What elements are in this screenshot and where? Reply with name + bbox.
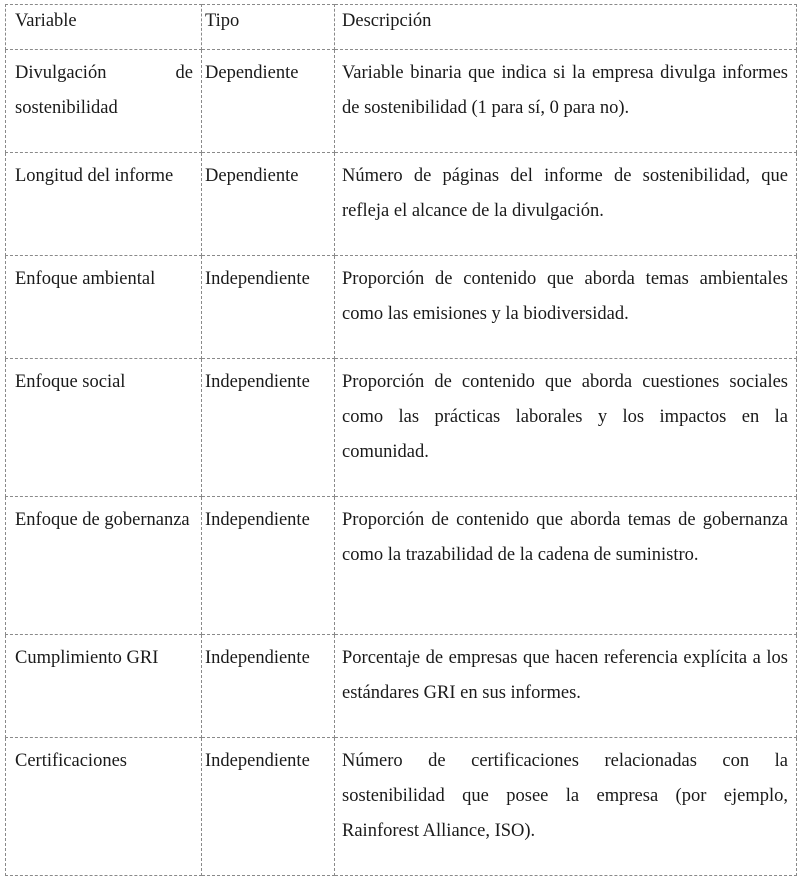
cell-descripcion: Número de certificaciones relacionadas con la sostenibilidad que posee la empresa (por ejemplo, Rainforest Alliance, ISO).	[335, 738, 797, 876]
cell-variable: Cumplimiento GRI	[6, 635, 202, 738]
cell-tipo: Independiente	[202, 497, 335, 635]
cell-tipo: Dependiente	[202, 153, 335, 256]
cell-tipo: Independiente	[202, 359, 335, 497]
cell-variable: Enfoque social	[6, 359, 202, 497]
variables-table	[5, 4, 797, 876]
cell-variable: Certificaciones	[6, 738, 202, 876]
cell-descripcion: Porcentaje de empresas que hacen referencia explícita a los estándares GRI en sus informes.	[335, 635, 797, 738]
cell-descripcion: Proporción de contenido que aborda temas ambientales como las emisiones y la biodiversidad.	[335, 256, 797, 359]
header-descripcion: Descripción	[335, 5, 797, 50]
cell-variable: Divulgación de sostenibilidad	[6, 50, 202, 153]
cell-variable: Enfoque ambiental	[6, 256, 202, 359]
table-row	[6, 359, 797, 497]
cell-descripcion: Proporción de contenido que aborda cuestiones sociales como las prácticas laborales y los impactos en la comunidad.	[335, 359, 797, 497]
table-row	[6, 738, 797, 876]
cell-variable: Enfoque de gobernanza	[6, 497, 202, 635]
cell-variable: Longitud del informe	[6, 153, 202, 256]
table-row	[6, 153, 797, 256]
header-tipo: Tipo	[202, 5, 335, 50]
table-row	[6, 497, 797, 635]
table-header-row	[6, 5, 797, 50]
cell-tipo: Dependiente	[202, 50, 335, 153]
cell-descripcion: Número de páginas del informe de sostenibilidad, que refleja el alcance de la divulgación.	[335, 153, 797, 256]
cell-descripcion: Variable binaria que indica si la empresa divulga informes de sostenibilidad (1 para sí, 0 para no).	[335, 50, 797, 153]
cell-descripcion: Proporción de contenido que aborda temas de gobernanza como la trazabilidad de la cadena de suministro.	[335, 497, 797, 635]
table-row	[6, 635, 797, 738]
table-row	[6, 50, 797, 153]
cell-tipo: Independiente	[202, 738, 335, 876]
cell-tipo: Independiente	[202, 256, 335, 359]
header-variable: Variable	[6, 5, 202, 50]
table-row	[6, 256, 797, 359]
cell-tipo: Independiente	[202, 635, 335, 738]
